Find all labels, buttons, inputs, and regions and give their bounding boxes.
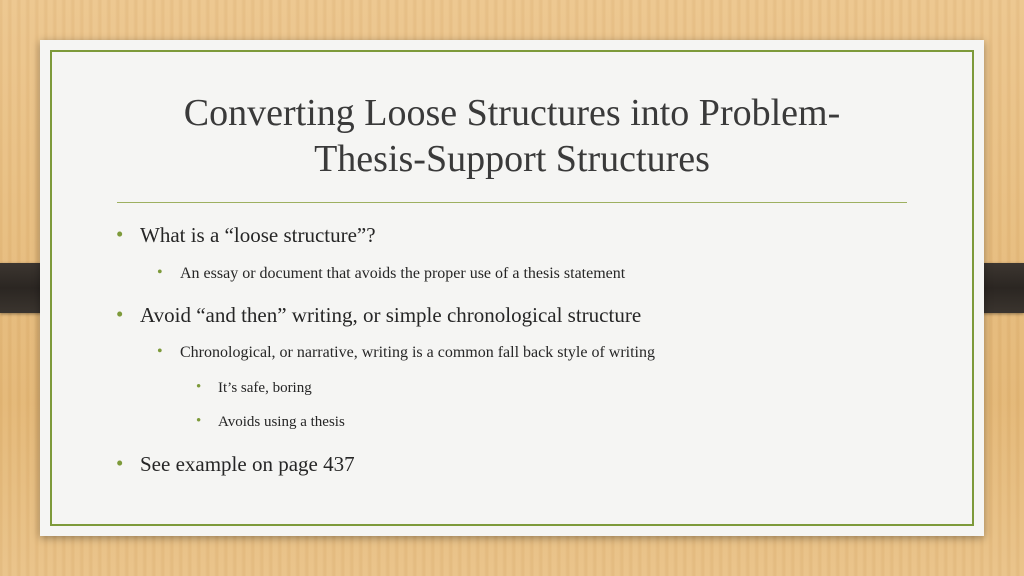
bullet-icon: • <box>116 451 124 475</box>
bullet-text-5: It’s safe, boring <box>218 380 312 396</box>
bullet-text-4: Chronological, or narrative, writing is a common fall back style of writing <box>180 344 655 361</box>
slide-title-line-1: Converting Loose Structures into Problem- <box>183 92 841 134</box>
slide-body <box>40 40 984 536</box>
bullet-icon: • <box>157 343 163 360</box>
slide-title-line-2: Thesis-Support Structures <box>314 138 710 180</box>
bullet-icon: • <box>157 264 163 281</box>
bullet-text-7: See example on page 437 <box>140 452 355 476</box>
bullet-icon: • <box>196 413 202 429</box>
bullet-text-3: Avoid “and then” writing, or simple chronological structure <box>140 303 642 327</box>
bullet-text-6: Avoids using a thesis <box>218 414 345 430</box>
bullet-icon: • <box>196 379 202 395</box>
slide <box>40 40 984 536</box>
bullet-text-2: An essay or document that avoids the proper use of a thesis statement <box>180 265 626 282</box>
bullet-text-1: What is a “loose structure”? <box>140 223 376 247</box>
bullet-icon: • <box>116 302 124 326</box>
bullet-icon: • <box>116 222 124 246</box>
